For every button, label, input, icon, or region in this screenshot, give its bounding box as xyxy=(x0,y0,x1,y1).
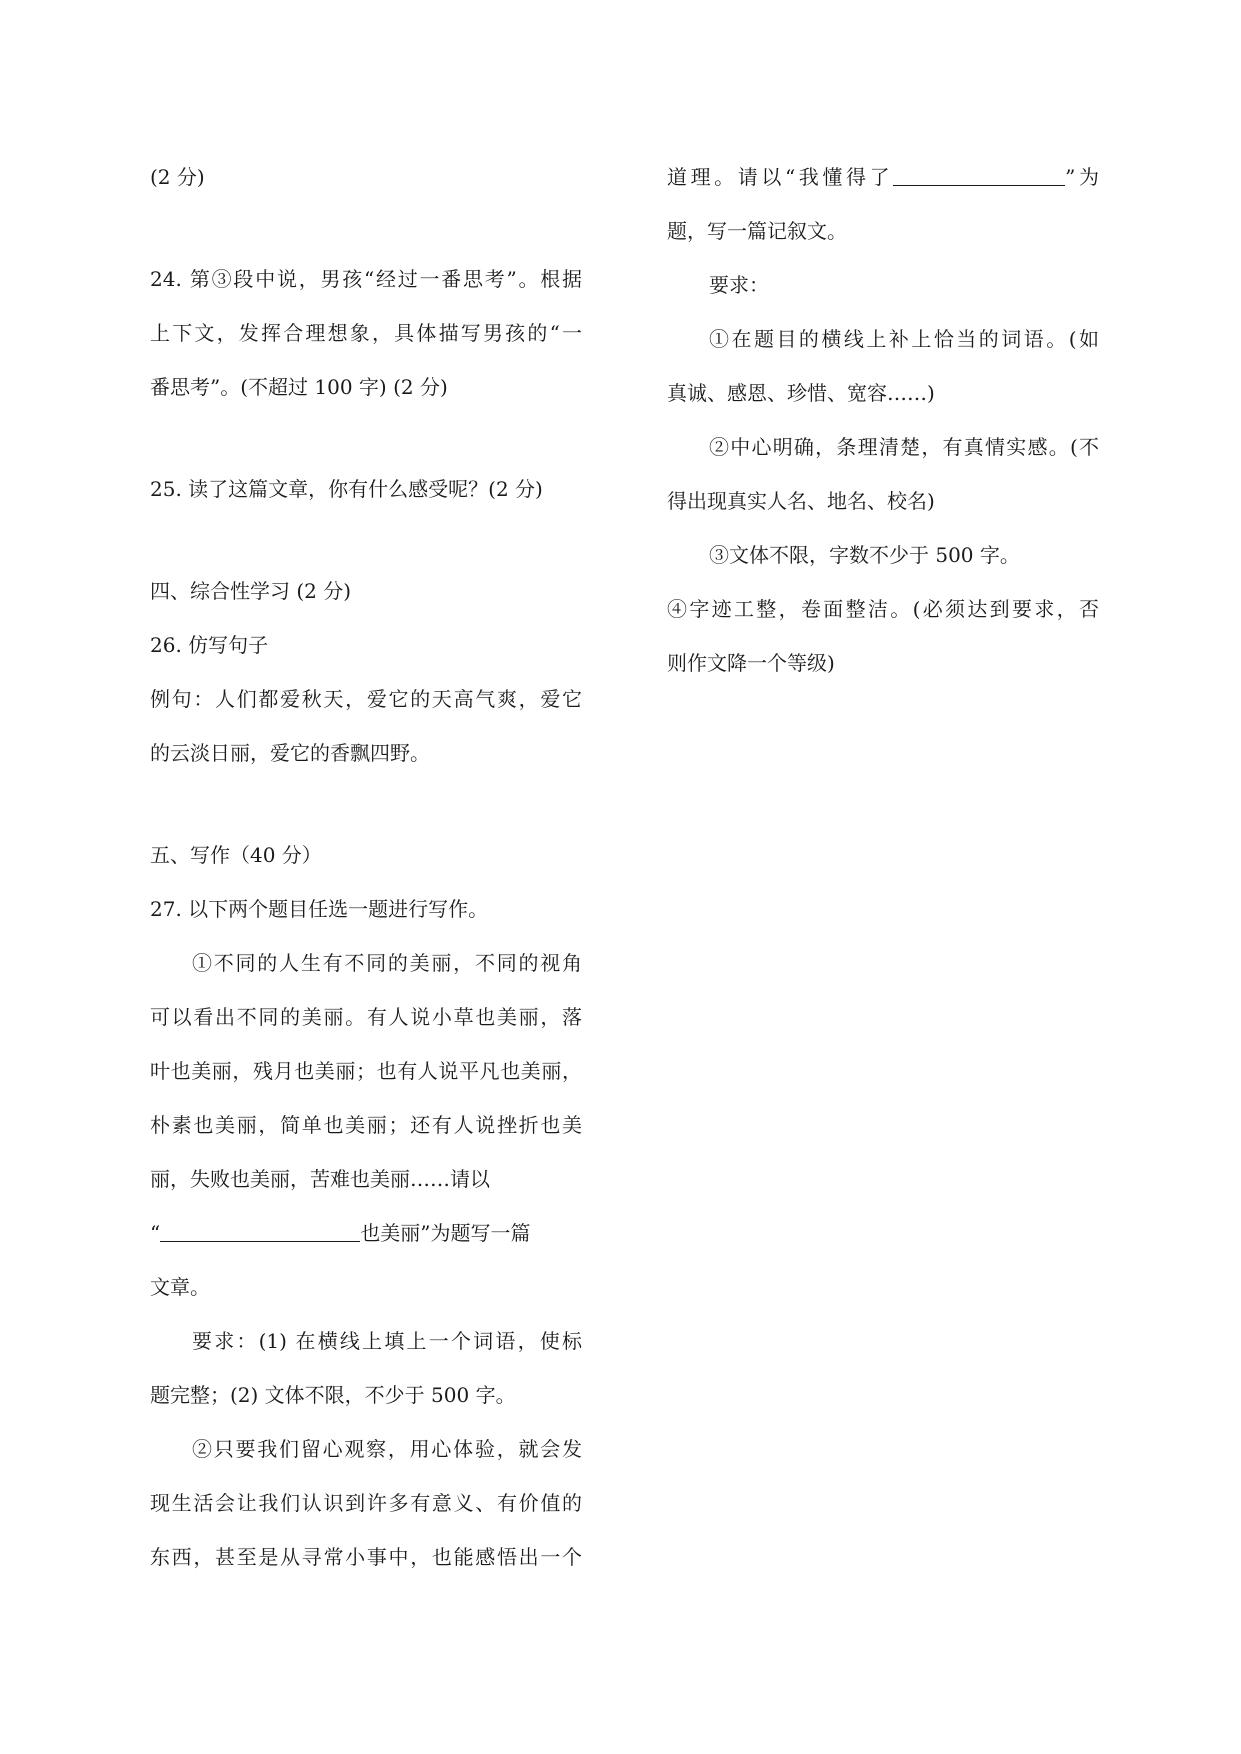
topic-1-requirements xyxy=(150,1314,582,1422)
topic-1-req-line-1: 要求：(1) 在横线上填上一个词语，使标 xyxy=(192,1329,582,1353)
topic-2-cont-line-1 xyxy=(667,150,1099,204)
topic-2-cont-pre: 道理。请以“我懂得了 xyxy=(667,165,894,189)
requirement-4-line-2: 则作文降一个等级) xyxy=(667,651,835,675)
question-26-example-line-1: 例句：人们都爱秋天，爱它的天高气爽，爱它 xyxy=(150,687,582,711)
requirement-4-line-1: ④字迹工整，卷面整洁。(必须达到要求，否 xyxy=(667,597,1099,621)
topic-2-line-2: 现生活会让我们认识到许多有意义、有价值的 xyxy=(150,1491,582,1515)
question-26-example xyxy=(150,672,582,780)
topic-1-line-2: 可以看出不同的美丽。有人说小草也美丽，落 xyxy=(150,1005,582,1029)
requirement-2-line-2: 得出现真实人名、地名、校名) xyxy=(667,489,935,513)
requirement-1 xyxy=(667,312,1099,420)
question-24-line-2: 上下文，发挥合理想象，具体描写男孩的“一 xyxy=(150,321,582,345)
title-fill-blank-2 xyxy=(893,163,1065,186)
topic-1-line-6-rest: 也美丽”为题写一篇 xyxy=(360,1221,531,1245)
topic-2-cont-line-2: 题，写一篇记叙文。 xyxy=(667,219,847,243)
topic-2-line-1: ②只要我们留心观察，用心体验，就会发 xyxy=(192,1437,582,1461)
section-4-title: 四、综合性学习 (2 分) xyxy=(150,579,352,603)
requirement-2-line-1: ②中心明确，条理清楚，有真情实感。(不 xyxy=(709,435,1099,459)
question-25: 25. 读了这篇文章，你有什么感受呢？(2 分) xyxy=(150,477,543,501)
right-column xyxy=(667,150,1099,690)
topic-1-open-quote: “ xyxy=(150,1221,161,1245)
topic-1 xyxy=(150,936,582,1314)
requirement-1-line-2: 真诚、感恩、珍惜、宽容……) xyxy=(667,381,935,405)
score-note: (2 分) xyxy=(150,165,205,189)
question-24 xyxy=(150,252,582,414)
question-27-title: 27. 以下两个题目任选一题进行写作。 xyxy=(150,897,489,921)
question-24-line-3: 番思考”。(不超过 100 字) (2 分) xyxy=(150,375,448,399)
title-fill-blank-1 xyxy=(160,1219,360,1242)
topic-1-line-7: 文章。 xyxy=(150,1275,210,1299)
left-column xyxy=(150,150,582,1584)
topic-2-cont-post: ”为 xyxy=(1065,165,1099,189)
topic-2 xyxy=(150,1422,582,1584)
requirement-2 xyxy=(667,420,1099,528)
section-5-title: 五、写作（40 分） xyxy=(150,843,322,867)
question-24-line-1: 24. 第③段中说，男孩“经过一番思考”。根据 xyxy=(150,267,582,291)
requirement-1-line-1: ①在题目的横线上补上恰当的词语。(如 xyxy=(709,327,1099,351)
topic-1-line-4: 朴素也美丽，简单也美丽；还有人说挫折也美 xyxy=(150,1113,582,1137)
requirements-title: 要求： xyxy=(709,273,769,297)
topic-1-line-5: 丽，失败也美丽，苦难也美丽……请以 xyxy=(150,1167,490,1191)
question-26-example-line-2: 的云淡日丽，爱它的香飘四野。 xyxy=(150,741,430,765)
topic-2-line-3: 东西，甚至是从寻常小事中，也能感悟出一个 xyxy=(150,1545,582,1569)
topic-1-req-line-2: 题完整；(2) 文体不限，不少于 500 字。 xyxy=(150,1383,516,1407)
requirement-3: ③文体不限，字数不少于 500 字。 xyxy=(709,543,1020,567)
topic-1-line-6 xyxy=(150,1206,582,1260)
topic-1-line-1: ①不同的人生有不同的美丽，不同的视角 xyxy=(192,951,582,975)
question-26-title: 26. 仿写句子 xyxy=(150,633,269,657)
topic-1-line-3: 叶也美丽，残月也美丽；也有人说平凡也美丽， xyxy=(150,1059,582,1083)
requirement-4 xyxy=(667,582,1099,690)
